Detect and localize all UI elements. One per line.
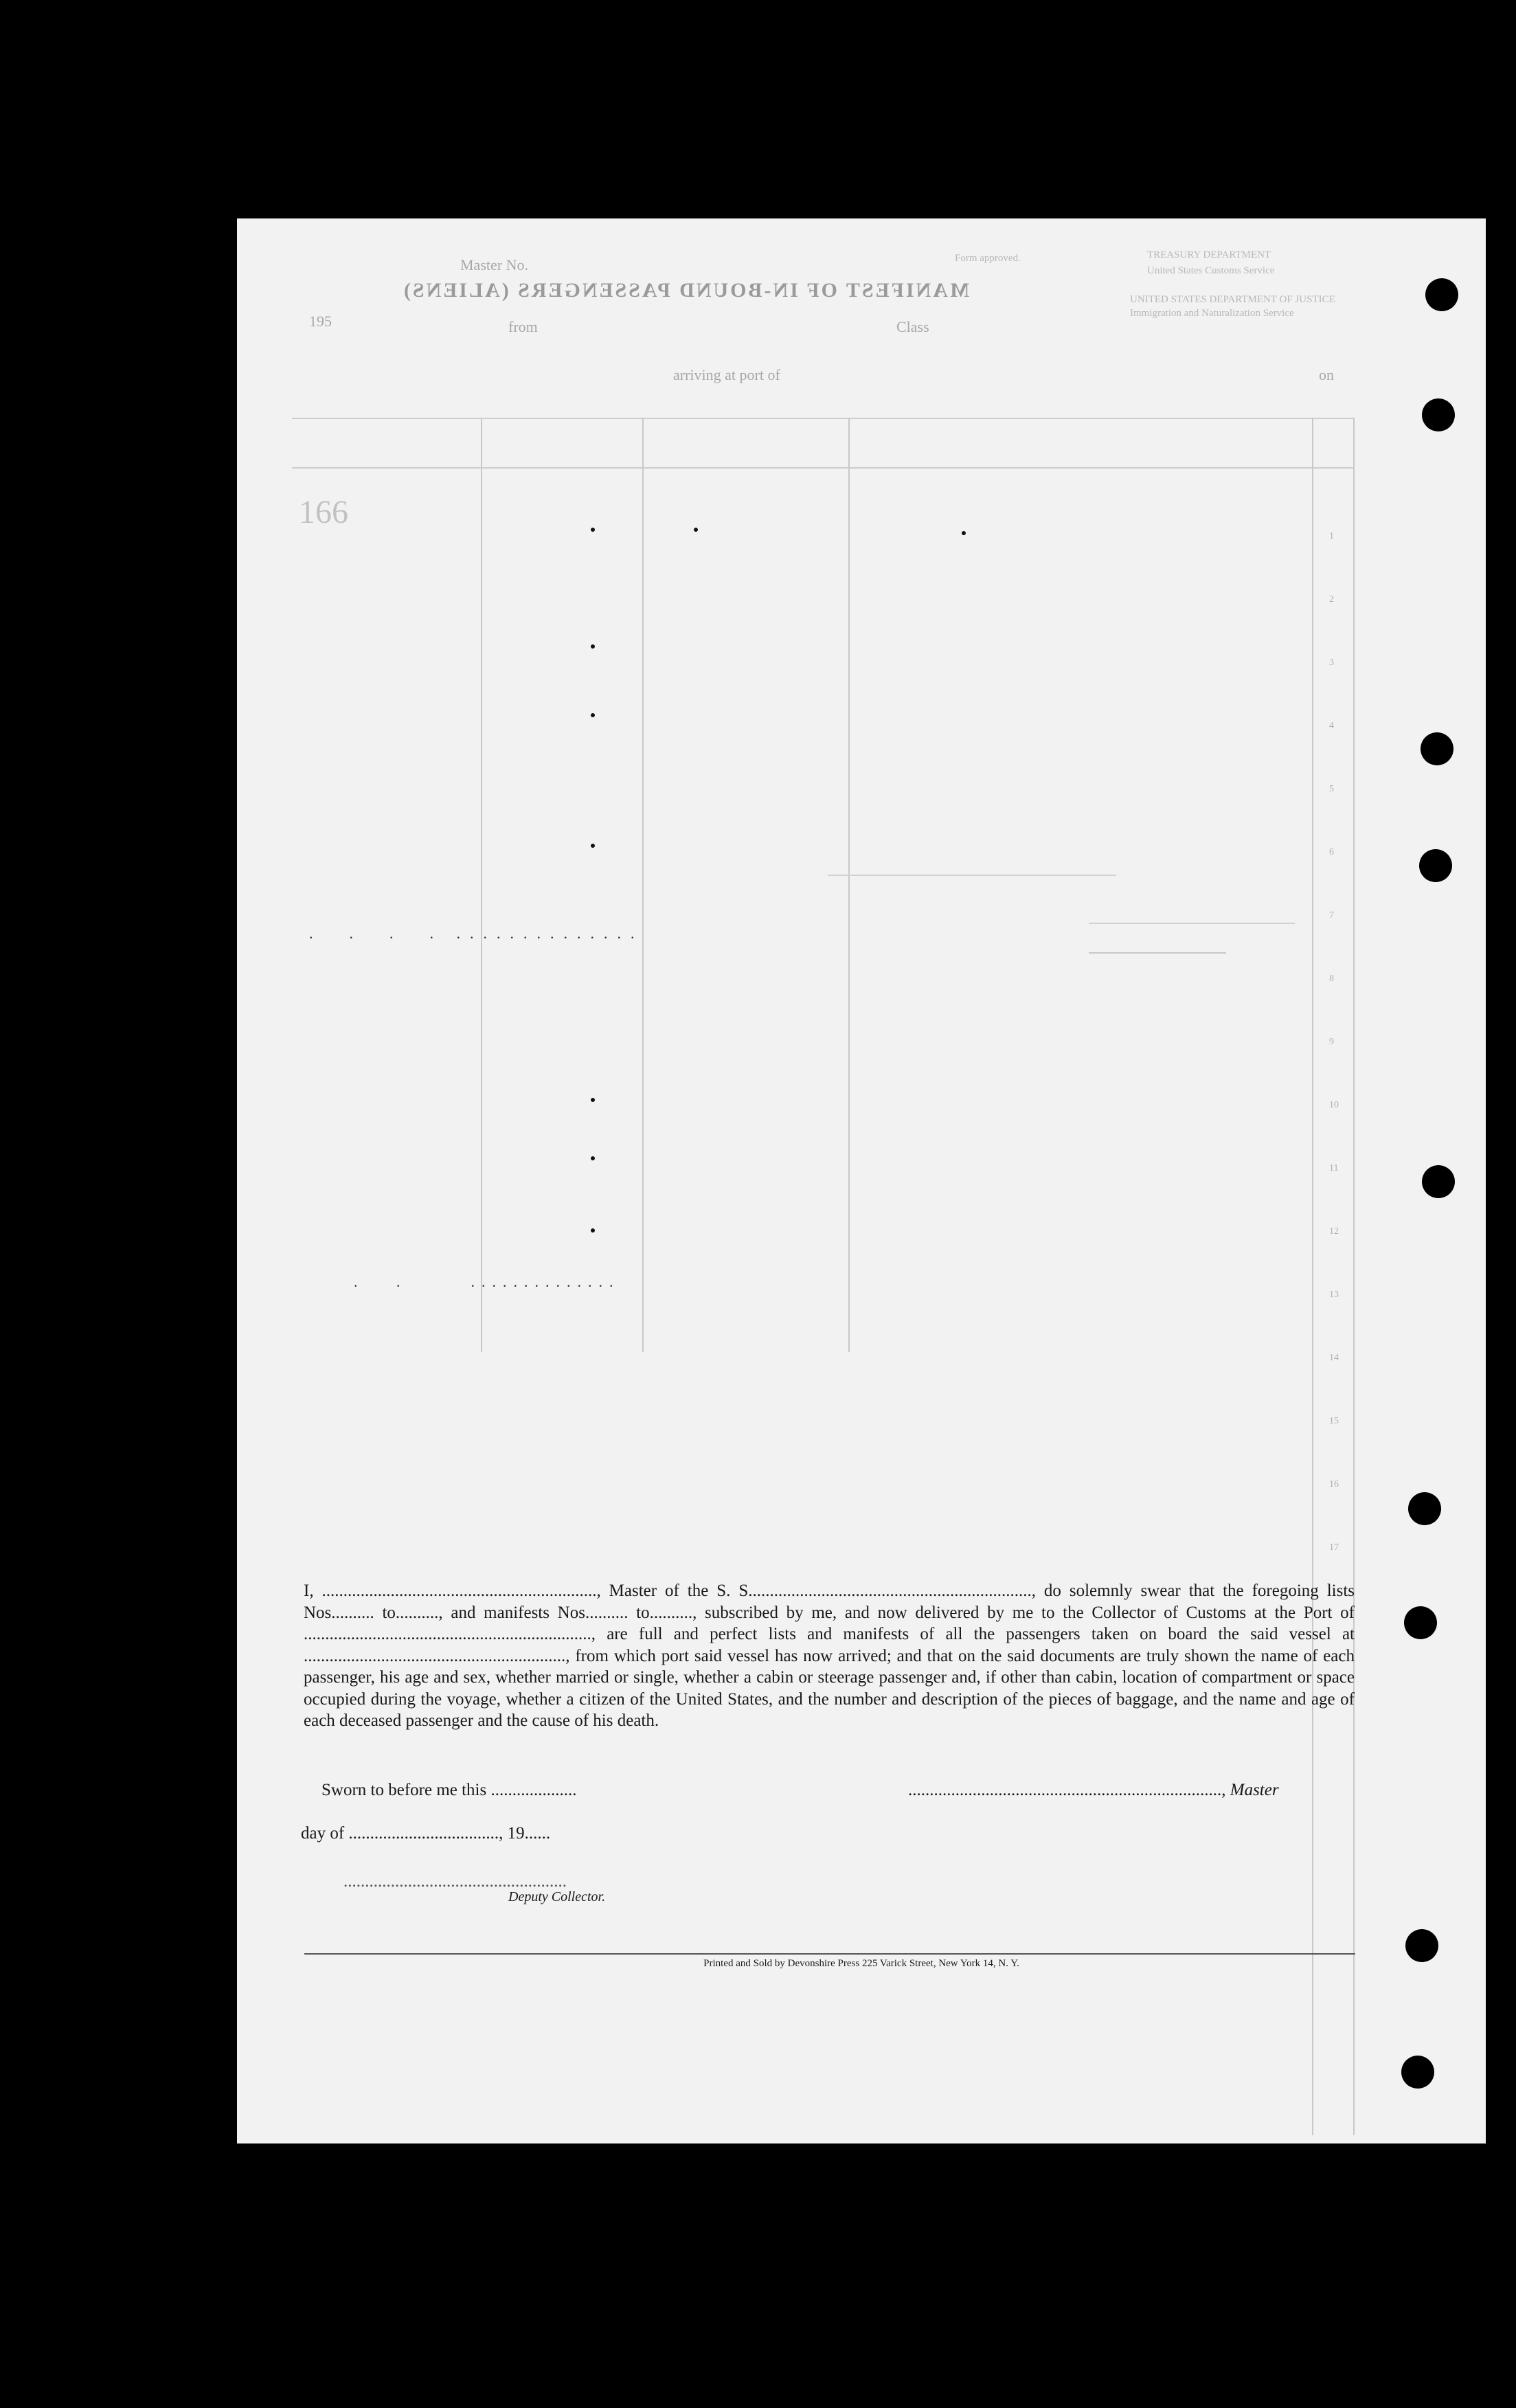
sworn-label: Sworn to before me this ....................: [321, 1781, 577, 1799]
speck: [591, 1156, 595, 1160]
line-number: 5: [1329, 784, 1334, 794]
speck: [591, 1228, 595, 1233]
dept-line-1: TREASURY DEPARTMENT: [1147, 249, 1271, 260]
year-suffix: 195: [309, 313, 332, 330]
binder-hole: [1401, 2056, 1434, 2089]
manifest-page: [237, 218, 1486, 2143]
ghost-strike-1: [828, 875, 1116, 876]
class-label: Class: [896, 318, 929, 335]
master-no-label: Master No.: [460, 256, 528, 273]
master-signature-dots: .........................................................................,: [908, 1781, 1230, 1799]
binder-hole: [1404, 1606, 1437, 1639]
line-number: 3: [1329, 657, 1334, 668]
line-number: 16: [1329, 1479, 1339, 1489]
from-label: from: [508, 318, 538, 335]
manifest-title: MANIFEST OF IN-BOUND PASSENGERS (ALIENS): [402, 279, 970, 302]
arriving-label: arriving at port of: [673, 366, 780, 383]
deputy-collector-label: Deputy Collector.: [508, 1889, 606, 1904]
column-divider-3: [848, 418, 850, 1352]
table-header-rule: [292, 467, 1353, 469]
column-divider-4: [1312, 418, 1313, 2135]
binder-hole: [1422, 1165, 1455, 1198]
day-of-label: day of ..................................., 19......: [301, 1824, 551, 1843]
line-number: 13: [1329, 1290, 1339, 1300]
binder-hole: [1425, 278, 1458, 311]
line-number: 14: [1329, 1353, 1339, 1363]
speck: [591, 1098, 595, 1102]
dept-line-3: UNITED STATES DEPARTMENT OF JUSTICE: [1130, 294, 1335, 305]
deputy-signature-line: ....................................................: [343, 1872, 567, 1891]
line-number: 7: [1329, 910, 1334, 921]
oath-text: I, ................................................................, Master of the S. S.................................................................., do solemnly swear that the foregoing lists Nos.......... to.........., and manifests Nos.......... to.........., subscribed by me, and now delivered by me to the Collector of Customs at the Port of ..................................................................., are full and perfect lists and manifests of all the passengers taken on board the said vessel at ............................................................., from which port said vessel has now arrived; and that on the said documents are truly shown the name of each passenger, his age and sex, whether married or single, whether a cabin or steerage passenger and, if other than cabin, location of compartment or space occupied during the voyage, whether a citizen of the United States, and the number and description of the pieces of baggage, and the name and age of each deceased passenger and the cause of his death.: [304, 1582, 1355, 1730]
ghost-strike-3: [1089, 952, 1226, 954]
line-number: 15: [1329, 1416, 1339, 1426]
line-number: 2: [1329, 594, 1334, 605]
line-number: 10: [1329, 1100, 1339, 1110]
master-label: Master: [1230, 1781, 1279, 1799]
speck: [694, 528, 698, 532]
stamp-number: 166: [299, 494, 348, 530]
master-signature-line: [908, 1781, 1279, 1800]
binder-hole: [1419, 849, 1452, 882]
form-approved: Form approved.: [955, 253, 1021, 264]
speck: [591, 844, 595, 848]
dept-line-4: Immigration and Naturalization Service: [1130, 308, 1294, 319]
line-number: 11: [1329, 1163, 1339, 1173]
dotted-leader-1: . . . . ..............: [309, 925, 644, 942]
dept-line-2: United States Customs Service: [1147, 265, 1275, 276]
dotted-leader-2: . . ..............: [354, 1273, 620, 1290]
line-number: 8: [1329, 974, 1334, 984]
speck: [591, 713, 595, 717]
line-number: 12: [1329, 1226, 1339, 1237]
binder-hole: [1421, 732, 1453, 765]
on-label: on: [1319, 366, 1334, 383]
printer-imprint: Printed and Sold by Devonshire Press 225 Varick Street, New York 14, N. Y.: [703, 1958, 1019, 1969]
binder-hole: [1422, 398, 1455, 431]
footer-rule: [304, 1953, 1355, 1955]
oath-paragraph: [304, 1580, 1355, 1732]
column-divider-2: [642, 418, 644, 1352]
line-number: 6: [1329, 847, 1334, 857]
line-number: 9: [1329, 1037, 1334, 1047]
binder-hole: [1408, 1492, 1441, 1525]
binder-hole: [1405, 1929, 1438, 1962]
table-top-rule: [292, 418, 1353, 419]
column-divider-5: [1353, 418, 1355, 2135]
speck: [962, 531, 966, 535]
speck: [591, 644, 595, 649]
line-number: 17: [1329, 1542, 1339, 1553]
speck: [591, 528, 595, 532]
line-number: 1: [1329, 531, 1334, 541]
line-number: 4: [1329, 721, 1334, 731]
column-divider-1: [481, 418, 482, 1352]
ghost-strike-2: [1089, 923, 1295, 924]
